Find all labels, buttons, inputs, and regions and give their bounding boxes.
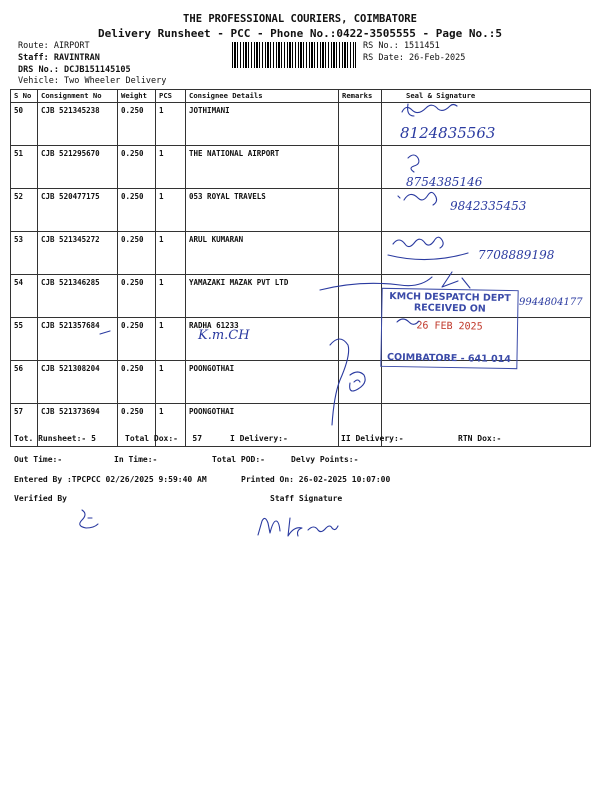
cell-weight: 0.250 <box>118 404 156 447</box>
col-sno: S No <box>11 90 38 103</box>
staff-signature-label: Staff Signature <box>270 494 343 503</box>
handwritten-phone-50: 8124835563 <box>400 124 496 142</box>
col-pcs: PCS <box>156 90 186 103</box>
cell-consignment: CJB 521345272 <box>38 232 118 275</box>
col-seal-signature: Seal & Signature <box>382 90 591 103</box>
cell-weight: 0.250 <box>118 275 156 318</box>
staff-signature-scribble <box>258 518 338 536</box>
stamp-received: RECEIVED ON <box>413 302 486 315</box>
total-dox: Total Dox:- 57 <box>125 434 203 443</box>
col-consignment: Consignment No <box>38 90 118 103</box>
rtn-dox: RTN Dox:- <box>458 434 502 443</box>
cell-sno: 51 <box>11 146 38 189</box>
tick-mark-56 <box>330 339 365 425</box>
cell-consignee: JOTHIMANI <box>186 103 339 146</box>
cell-consignment: CJB 521308204 <box>38 361 118 404</box>
signature-scribble-51 <box>408 155 419 172</box>
col-consignee: Consignee Details <box>186 90 339 103</box>
i-delivery: I Delivery:- <box>230 434 288 443</box>
handwritten-phone-51: 8754385146 <box>406 175 483 189</box>
cell-consignee: ARUL KUMARAN <box>186 232 339 275</box>
cell-sno: 50 <box>11 103 38 146</box>
signature-scribble-52 <box>398 192 437 205</box>
col-remarks: Remarks <box>339 90 382 103</box>
ii-delivery: II Delivery:- <box>341 434 404 443</box>
cell-consignment: CJB 521357684 <box>38 318 118 361</box>
cell-weight: 0.250 <box>118 146 156 189</box>
runsheet-subtitle: Delivery Runsheet - PCC - Phone No.:0422-3505555 - Page No.:5 <box>98 27 502 40</box>
delvy-points: Delvy Points:- <box>291 455 359 464</box>
handwritten-phone-54: 9944804177 <box>519 297 583 308</box>
cell-consignee: YAMAZAKI MAZAK PVT LTD <box>186 275 339 318</box>
handwritten-phone-52: 9842335453 <box>450 199 527 213</box>
cell-sno: 57 <box>11 404 38 447</box>
cell-weight: 0.250 <box>118 361 156 404</box>
vehicle: Vehicle: Two Wheeler Delivery <box>18 76 167 86</box>
cell-consignee: RADHA 61233 <box>186 318 339 361</box>
drs-number: DRS No.: DCJB151145105 <box>18 65 131 75</box>
verified-by: Verified By <box>14 494 67 503</box>
cell-pcs: 1 <box>156 361 186 404</box>
cell-pcs: 1 <box>156 232 186 275</box>
handwritten-note-55: K.m.CH <box>198 328 250 343</box>
cell-sno: 56 <box>11 361 38 404</box>
signature-scribble-50 <box>402 104 457 116</box>
company-title: THE PROFESSIONAL COURIERS, COIMBATORE <box>183 13 417 25</box>
col-weight: Weight <box>118 90 156 103</box>
cell-consignment: CJB 520477175 <box>38 189 118 232</box>
stamp-city: COIMBATORE - 641 014 <box>386 351 511 366</box>
cell-sno: 53 <box>11 232 38 275</box>
cell-sno: 55 <box>11 318 38 361</box>
cell-pcs: 1 <box>156 103 186 146</box>
cell-consignment: CJB 521346285 <box>38 275 118 318</box>
staff: Staff: RAVINTRAN <box>18 53 100 63</box>
cell-pcs: 1 <box>156 404 186 447</box>
cell-consignee: THE NATIONAL AIRPORT <box>186 146 339 189</box>
cell-weight: 0.250 <box>118 189 156 232</box>
printed-on: Printed On: 26-02-2025 10:07:00 <box>241 475 391 484</box>
stamp-date: 26 FEB 2025 <box>416 320 483 333</box>
stamp-dept: KMCH DESPATCH DEPT <box>389 290 511 305</box>
cell-weight: 0.250 <box>118 318 156 361</box>
cell-consignment: CJB 521373694 <box>38 404 118 447</box>
handwritten-phone-53: 7708889198 <box>478 248 555 262</box>
cell-consignee: POONGOTHAI <box>186 361 339 404</box>
route: Route: AIRPORT <box>18 41 90 51</box>
verified-signature <box>80 510 98 528</box>
cell-sno: 52 <box>11 189 38 232</box>
cell-weight: 0.250 <box>118 232 156 275</box>
cell-pcs: 1 <box>156 146 186 189</box>
cell-pcs: 1 <box>156 275 186 318</box>
cell-pcs: 1 <box>156 318 186 361</box>
total-pod: Total POD:- <box>212 455 265 464</box>
arrow-lines <box>320 253 470 290</box>
cell-consignee: POONGOTHAI <box>186 404 339 447</box>
cell-consignment: CJB 521345238 <box>38 103 118 146</box>
cell-pcs: 1 <box>156 189 186 232</box>
tot-runsheet: Tot. Runsheet:- 5 <box>14 434 96 443</box>
in-time: In Time:- <box>114 455 158 464</box>
cell-consignee: 053 ROYAL TRAVELS <box>186 189 339 232</box>
cell-weight: 0.250 <box>118 103 156 146</box>
signature-scribble-53 <box>393 237 443 248</box>
cell-consignment: CJB 521295670 <box>38 146 118 189</box>
entered-by: Entered By :TPCPCC 02/26/2025 9:59:40 AM <box>14 475 207 484</box>
signature-scribble-55 <box>100 319 419 334</box>
cell-sno: 54 <box>11 275 38 318</box>
rs-number: RS No.: 1511451 <box>363 41 440 51</box>
rs-date: RS Date: 26-Feb-2025 <box>363 53 466 63</box>
out-time: Out Time:- <box>14 455 63 464</box>
